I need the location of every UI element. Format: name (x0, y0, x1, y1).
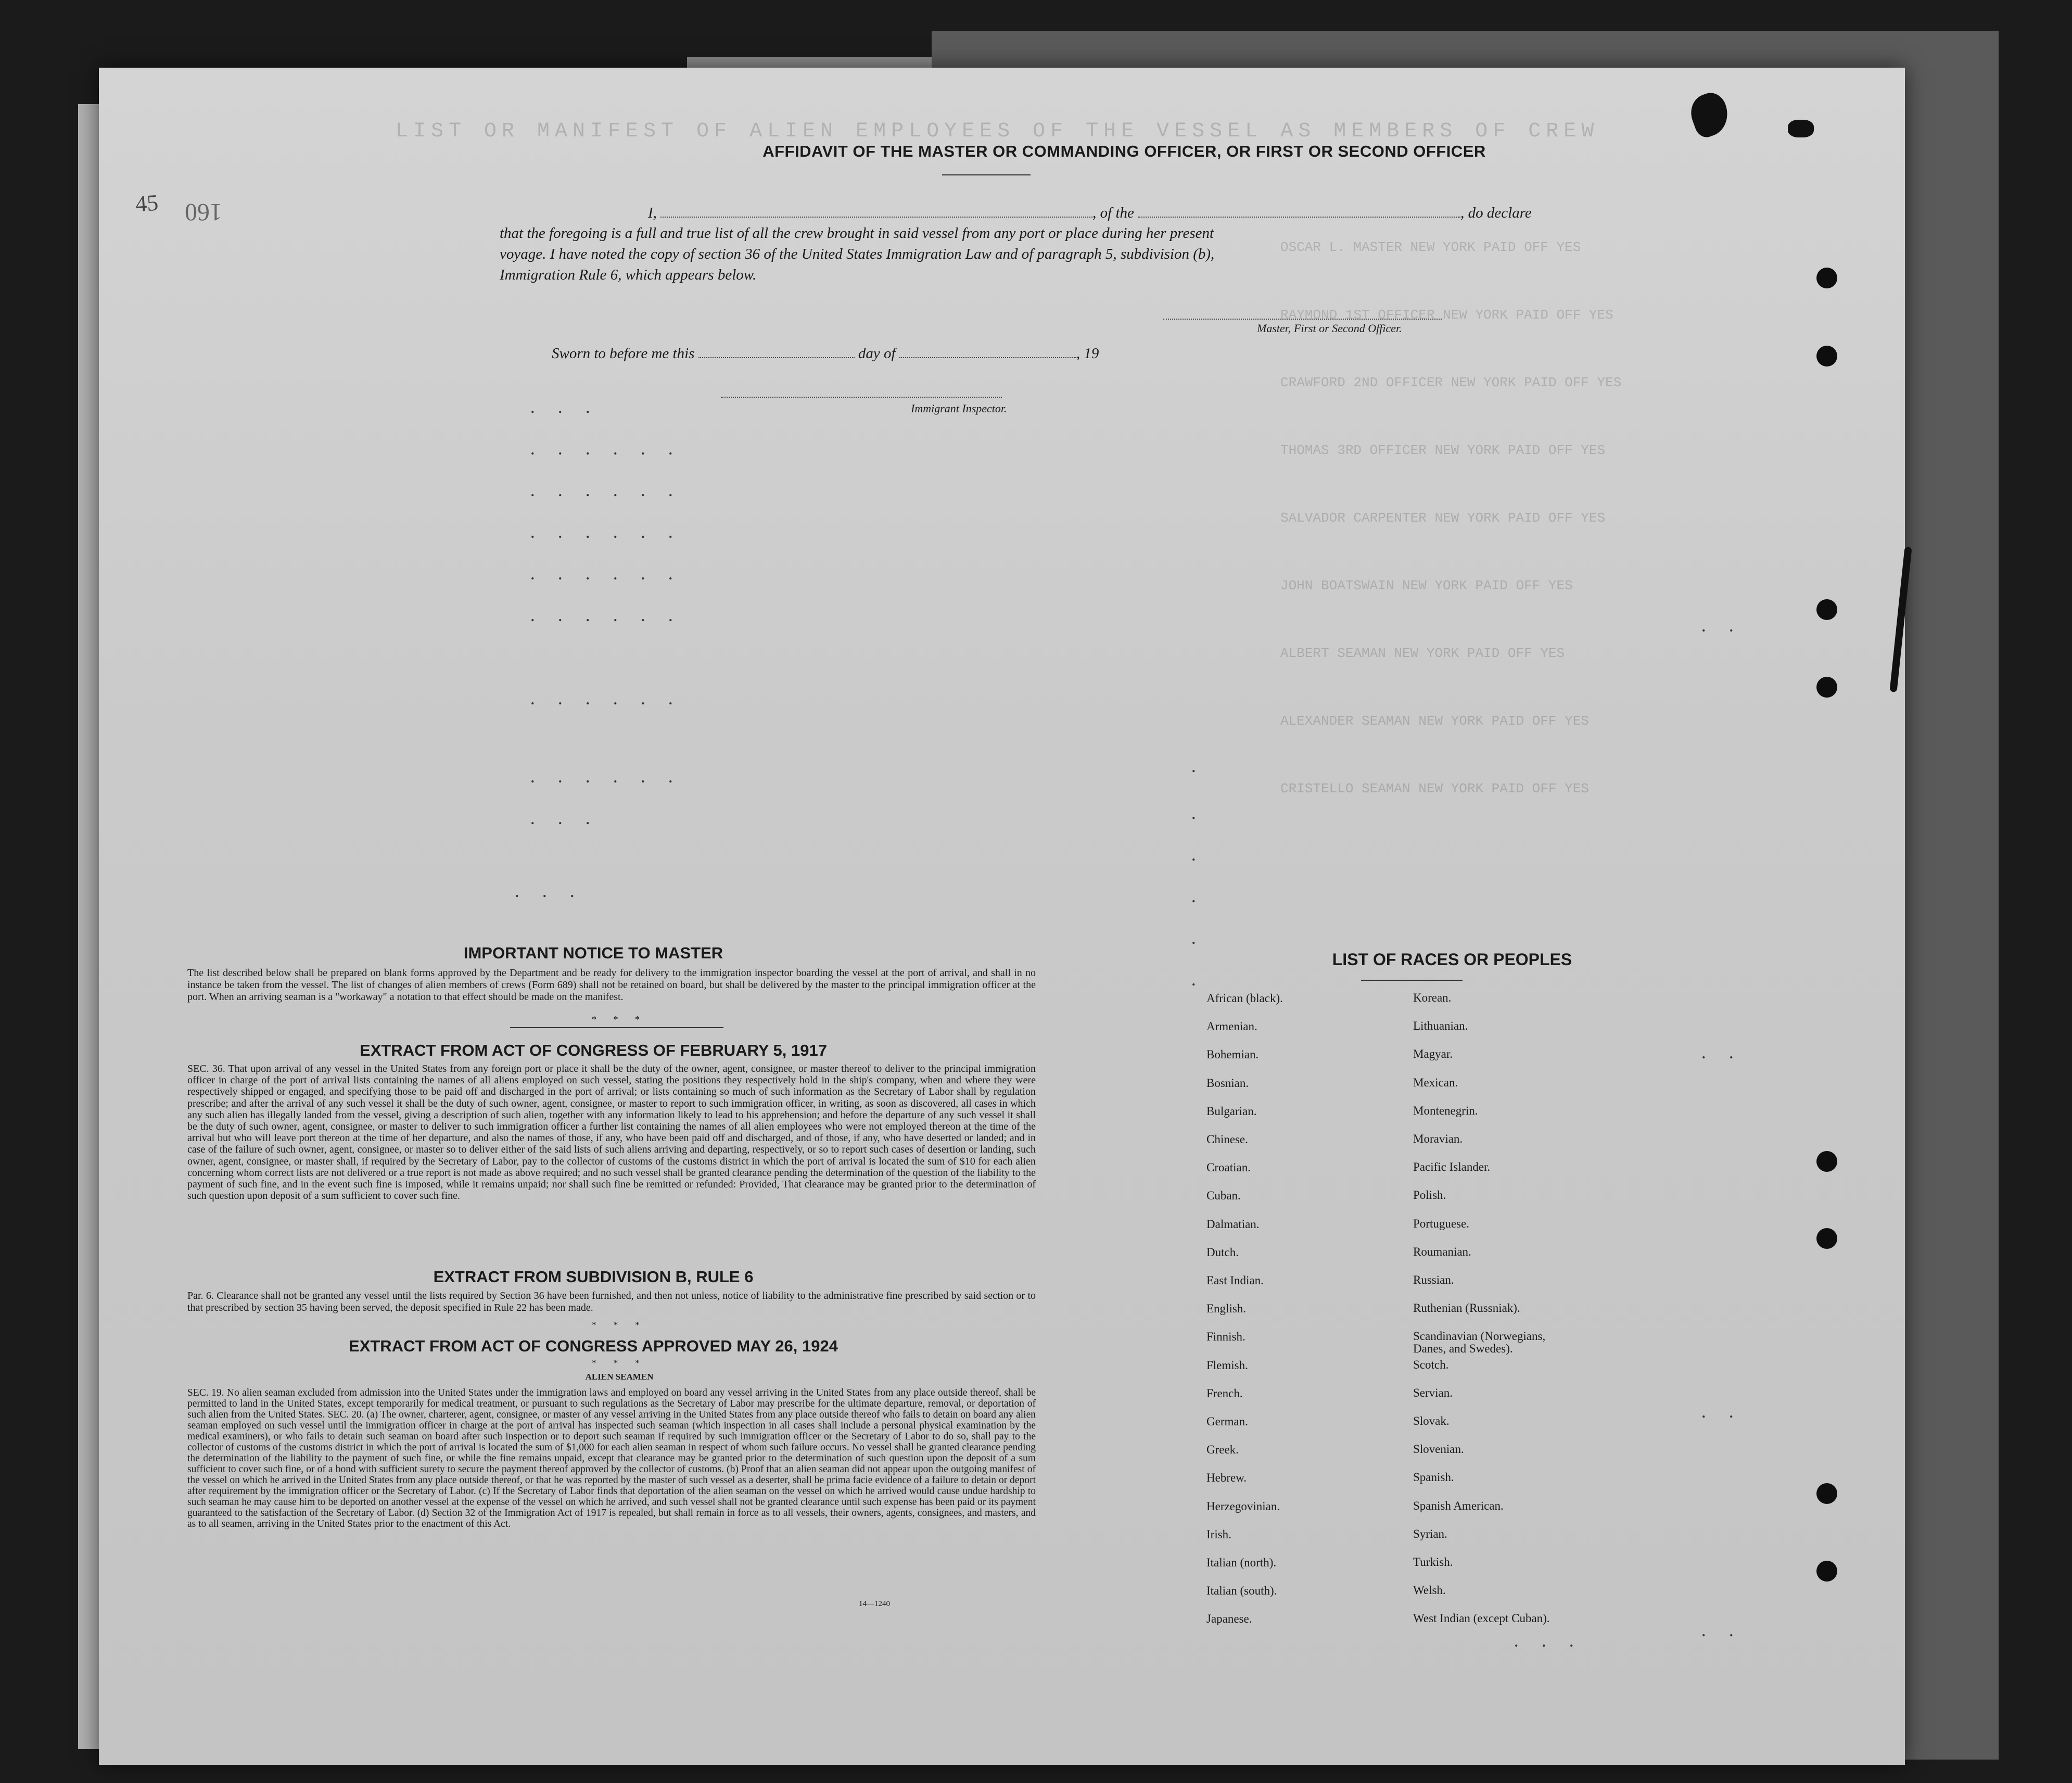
of-the-label: , of the (1092, 205, 1134, 221)
dot-marks: . . . (1515, 1635, 1584, 1650)
race-item: East Indian. (1206, 1274, 1264, 1287)
name-field[interactable] (660, 204, 1092, 218)
sworn-day-field[interactable] (698, 345, 855, 358)
title-divider (942, 174, 1031, 175)
race-item: Cuban. (1206, 1189, 1241, 1203)
punch-hole (1816, 268, 1837, 288)
race-item: West Indian (except Cuban). (1413, 1612, 1550, 1625)
affidavit-line-2: that the foregoing is a full and true list of all the crew brought in said vessel from any port or place during her present (500, 225, 1214, 242)
extract-1917-text: SEC. 36. That upon arrival of any vessel in the United States from any foreign port or place it shall be the duty of the owner, agent, consignee, or master thereof to deliver to the principal immigration officer in charge of the port of arrival lists containing the names of all aliens employed on such vessel, stating the positions they respectively hold in the ship's company, when and where they were respectively shipped or engaged, and specifying those to be paid off and discharged in the port of arrival; or lists containing so much of such information as the Secretary of Labor shall by regulation prescribe; and after the arrival of any such vessel it shall be the duty of such owner, agent, consignee, or master to report to such immigration officer, in writing, as soon as discovered, all cases in which any such alien has illegally landed from the vessel, giving a description of such alien, together with any information likely to lead to his apprehension; and before the departure of any such vessel it shall be the duty of such owner, agent, consignee, or master to deliver to such immigration officer a further list containing the names of all alien employees who were not employed thereon at the time of the arrival but who will leave port thereon at the time of her departure, and also the names of those, if any, who have been paid off and discharged, and of those, if any, who have deserted or landed; and in case of the failure of such owner, agent, consignee, or master so to deliver either of the said lists of such aliens arriving and departing, respectively, or so to report such cases of desertion or landing, such owner, agent, consignee, or master shall, if required by the Secretary of Labor, pay to the collector of customs of the customs district in which the port of arrival is located the sum of $10 for each alien concerning whom correct lists are not delivered or a true report is not made as above required; and no such vessel shall be granted clearance pending the determination of the question of the liability to the payment of such fine, and in the event such fine is imposed, while it remains unpaid; nor shall such fine be remitted or refunded: Provided, That clearance may be granted prior to the determination of such question upon deposit of a sum sufficient to cover such fine. (187, 1063, 1036, 1202)
race-item: Mexican. (1413, 1076, 1458, 1089)
dot-marks: . (1192, 760, 1206, 775)
day-of-label: day of (858, 345, 896, 362)
race-item: Korean. (1413, 991, 1452, 1004)
race-item: Syrian. (1413, 1527, 1447, 1540)
do-declare-label: , do declare (1460, 205, 1532, 221)
inspector-signature-line[interactable] (721, 397, 1002, 398)
rule-6-title: EXTRACT FROM SUBDIVISION B, RULE 6 (433, 1268, 754, 1286)
race-item: Bohemian. (1206, 1048, 1259, 1061)
punch-hole (1816, 599, 1837, 620)
master-signature-line[interactable] (1163, 319, 1442, 320)
race-item: Italian (north). (1206, 1556, 1277, 1569)
bleed-through-row: CRAWFORD 2ND OFFICER NEW YORK PAID OFF YES (1280, 375, 1622, 390)
race-item: Roumanian. (1413, 1245, 1471, 1258)
race-item: English. (1206, 1302, 1247, 1316)
notice-title: IMPORTANT NOTICE TO MASTER (463, 944, 723, 962)
dot-marks: . . . . . . (531, 770, 683, 786)
dot-marks: . . . (531, 401, 600, 416)
affidavit-title: AFFIDAVIT OF THE MASTER OR COMMANDING OFFICER, OR FIRST OR SECOND OFFICER (762, 142, 1486, 160)
rule-6-text: Par. 6. Clearance shall not be granted any vessel until the lists required by Section 36 have been furnished, and then not unless, notice of liability to the administrative fine prescribed by said section or to that prescribed by section 35 having been served, the deposit specified in Rule 22 has been made. (187, 1290, 1036, 1313)
dot-marks: . (1192, 807, 1206, 822)
punch-hole (1816, 1228, 1837, 1249)
dot-marks: . . . . . . (531, 609, 683, 624)
races-title: LIST OF RACES OR PEOPLES (1332, 950, 1572, 969)
race-item: Finnish. (1206, 1330, 1245, 1344)
inspector-caption: Immigrant Inspector. (911, 402, 1007, 415)
race-item: Herzegovinian. (1206, 1499, 1280, 1513)
punch-hole (1816, 677, 1837, 698)
race-item: Japanese. (1206, 1612, 1252, 1626)
race-item: Moravian. (1413, 1132, 1463, 1145)
punch-hole (1816, 1561, 1837, 1582)
race-item: Irish. (1206, 1527, 1231, 1541)
dot-marks: . . (1702, 619, 1744, 635)
race-item: Montenegrin. (1413, 1104, 1478, 1117)
race-item: African (black). (1206, 992, 1283, 1005)
race-item: Lithuanian. (1413, 1019, 1468, 1033)
ink-blot (1685, 88, 1734, 140)
bleed-through-row: THOMAS 3RD OFFICER NEW YORK PAID OFF YES (1280, 442, 1606, 458)
bleed-through-row: RAYMOND 1ST OFFICER NEW YORK PAID OFF YES (1280, 307, 1613, 323)
race-item: Magyar. (1413, 1047, 1453, 1061)
race-item: Polish. (1413, 1188, 1446, 1202)
extract-1924-stars: * * * (592, 1358, 647, 1368)
punch-hole (1816, 346, 1837, 366)
page-number-inverted: 160 (185, 198, 222, 226)
bleed-through-row: CRISTELLO SEAMAN NEW YORK PAID OFF YES (1280, 781, 1589, 796)
extract-1924-text: SEC. 19. No alien seaman excluded from admission into the United States under the immigration laws and employed on board any vessel arriving in the United States from any place outside thereof, shall be permitted to land in the United States, except temporarily for medical treatment, or pursuant to such regulations as the Secretary of Labor may prescribe for the ultimate departure, removal, or deportation of such alien from the United States. SEC. 20. (a) The owner, charterer, agent, consignee, or master of any vessel arriving in the United States from any place outside thereof who fails to detain on board any alien seaman employed on such vessel until the immigration officer in charge at the port of arrival has inspected such seaman (which inspection in all cases shall include a personal physical examination by the medical examiners), or who fails to detain such seaman on board after such inspection or to deport such seaman if required by such immigration officer or the Secretary of Labor to do so, shall pay to the collector of customs of the customs district in which the port of arrival is located the sum of $1,000 for each alien seaman in respect of whom such failure occurs. No vessel shall be granted clearance pending the determination of the liability to the payment of such fine, or while the fine remains unpaid, except that clearance may be granted prior to the determination of such question upon the deposit of a sum sufficient to cover such fine, or of a bond with sufficient surety to secure the payment thereof approved by the collector of customs. (b) Proof that an alien seaman did not appear upon the outgoing manifest of the vessel on which he arrived in the United States from any place outside thereof, or that he was reported by the master of such vessel as a deserter, shall be prima facie evidence of a failure to detain or deport after requirement by the immigration officer or the Secretary of Labor. (c) If the Secretary of Labor finds that deportation of the alien seaman on the vessel on which he arrived would cause undue hardship to such seaman he may cause him to be deported on another vessel at the expense of the vessel on which he arrived, and such vessel shall not be granted clearance until such expense has been paid or its payment guaranteed to the satisfaction of the Secretary of Labor. (d) Section 32 of the Immigration Act of 1917 is repealed, but shall remain in force as to all vessels, their owners, agents, consignees, and masters, and as to all seamen, arriving in the United States prior to the enactment of this Act. (187, 1387, 1036, 1529)
race-item: Bosnian. (1206, 1076, 1249, 1090)
year-label: , 19 (1076, 345, 1099, 362)
races-divider (1361, 980, 1463, 981)
dot-marks: . . . . . . (531, 484, 683, 499)
race-item: Chinese. (1206, 1133, 1248, 1146)
dot-marks: . (1192, 973, 1206, 989)
dot-marks: . . . (515, 885, 584, 900)
extract-1924-title: EXTRACT FROM ACT OF CONGRESS APPROVED MAY 26, 1924 (349, 1337, 838, 1355)
notice-divider (510, 1027, 723, 1028)
i-label: I, (648, 205, 657, 221)
punch-hole (1816, 1151, 1837, 1172)
bleed-through-row: SALVADOR CARPENTER NEW YORK PAID OFF YES (1280, 510, 1606, 526)
race-item: Slovak. (1413, 1414, 1450, 1427)
race-item: Servian. (1413, 1386, 1453, 1399)
sworn-label: Sworn to before me this (552, 345, 695, 362)
race-item: Greek. (1206, 1443, 1239, 1457)
race-item: Armenian. (1206, 1020, 1257, 1033)
vessel-field[interactable] (1138, 204, 1460, 218)
master-caption: Master, First or Second Officer. (1257, 322, 1402, 335)
race-item: Dalmatian. (1206, 1217, 1260, 1231)
race-item: Flemish. (1206, 1358, 1248, 1372)
dot-marks: . (1192, 932, 1206, 947)
dot-marks: . (1192, 890, 1206, 905)
dot-marks: . (1192, 849, 1206, 864)
race-item: Slovenian. (1413, 1443, 1464, 1456)
affidavit-line-3: voyage. I have noted the copy of section 36 of the United States Immigration Law and of paragraph 5, subdivision (b), (500, 246, 1215, 262)
dot-marks: . . (1702, 1406, 1744, 1421)
race-item: Russian. (1413, 1273, 1454, 1286)
race-item: Croatian. (1206, 1161, 1251, 1174)
affidavit-line-4: Immigration Rule 6, which appears below. (500, 267, 757, 283)
race-item: Hebrew. (1206, 1471, 1247, 1485)
race-item: Ruthenian (Russniak). (1413, 1301, 1520, 1315)
dot-marks: . . . . . . (531, 692, 683, 707)
notice-stars: * * * (592, 1014, 647, 1025)
race-item: Dutch. (1206, 1245, 1239, 1259)
bleed-through-row: ALBERT SEAMAN NEW YORK PAID OFF YES (1280, 646, 1565, 661)
race-item: Italian (south). (1206, 1584, 1277, 1598)
bleed-through-row: ALEXANDER SEAMAN NEW YORK PAID OFF YES (1280, 713, 1589, 729)
dot-marks: . . (1702, 1624, 1744, 1639)
race-item: German. (1206, 1415, 1248, 1428)
ink-blot-small (1788, 120, 1814, 137)
race-item: Bulgarian. (1206, 1104, 1257, 1118)
bleed-through-header: LIST OR MANIFEST OF ALIEN EMPLOYEES OF THE VESSEL AS MEMBERS OF CREW (396, 120, 1599, 143)
manifest-page (99, 68, 1905, 1765)
notice-text: The list described below shall be prepared on blank forms approved by the Department and be ready for delivery to the immigration inspector boarding the vessel at the port of arrival, and shall in no instance be taken from the vessel. The list of changes of alien members of crews (Form 689) shall not be retained on board, but shall be delivered by the master to the principal immigration officer at the port. When an arriving seaman is a "workaway" a notation to that effect should be made on the manifest. (187, 967, 1036, 1003)
sworn-month-field[interactable] (899, 345, 1076, 358)
race-item: Turkish. (1413, 1556, 1453, 1569)
bleed-through-row: OSCAR L. MASTER NEW YORK PAID OFF YES (1280, 239, 1581, 255)
extract-1917-title: EXTRACT FROM ACT OF CONGRESS OF FEBRUARY 5, 1917 (360, 1041, 827, 1059)
bleed-through-row: JOHN BOATSWAIN NEW YORK PAID OFF YES (1280, 578, 1573, 593)
race-item: French. (1206, 1386, 1243, 1400)
dot-marks: . . (1702, 1046, 1744, 1061)
marginal-mark: 45 (134, 189, 159, 217)
race-item: Welsh. (1413, 1584, 1446, 1597)
race-item: Spanish American. (1413, 1499, 1504, 1512)
dot-marks: . . . . . . (531, 567, 683, 583)
dot-marks: . . . . . . (531, 442, 683, 458)
dot-marks: . . . . . . (531, 526, 683, 541)
dot-marks: . . . (531, 812, 600, 827)
race-item: Portuguese. (1413, 1217, 1469, 1230)
form-number: 14—1240 (859, 1600, 890, 1608)
race-item: Scotch. (1413, 1358, 1449, 1371)
race-item: Scandinavian (Norwegians, Danes, and Swedes). (1413, 1330, 1546, 1356)
sworn-line (552, 345, 1228, 362)
rule-6-stars: * * * (592, 1320, 647, 1330)
race-item: Spanish. (1413, 1471, 1454, 1484)
punch-hole (1816, 1483, 1837, 1504)
race-item: Pacific Islander. (1413, 1160, 1491, 1174)
affidavit-line-1 (541, 204, 1686, 222)
alien-seamen-subtitle: ALIEN SEAMEN (585, 1372, 654, 1382)
